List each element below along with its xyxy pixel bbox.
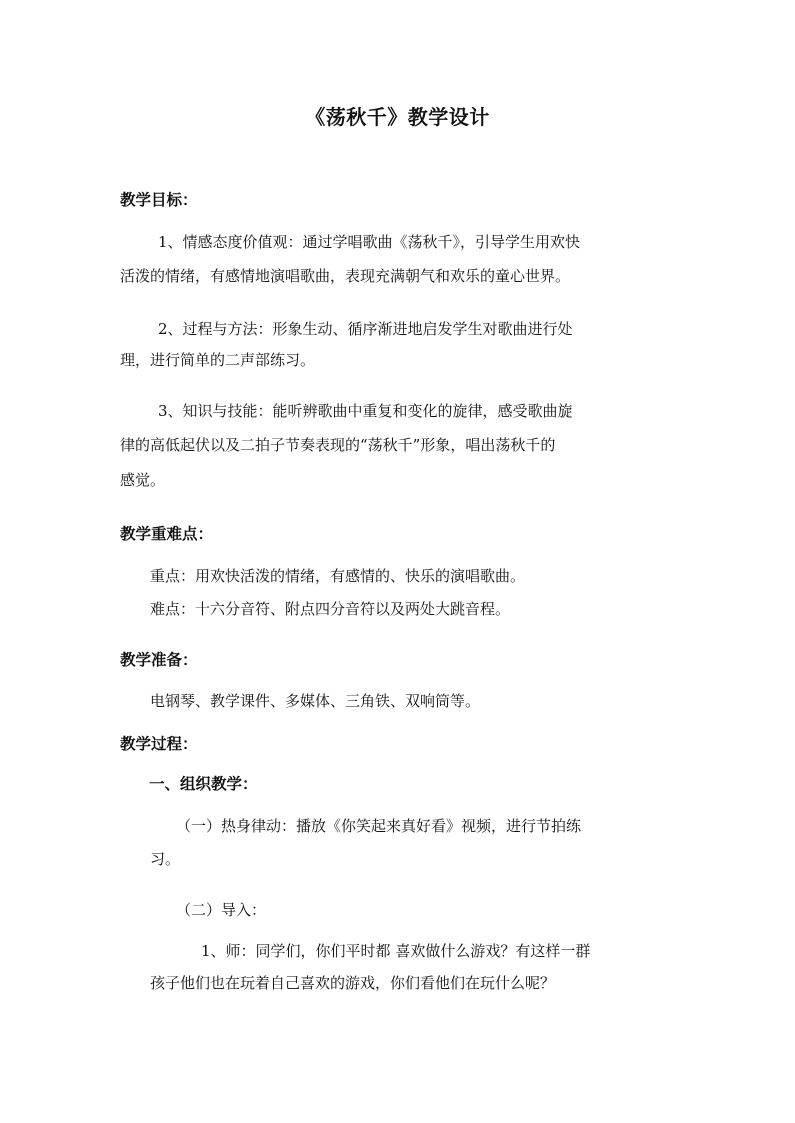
warmup-line-2: 习。 [150, 850, 181, 868]
preparation-content: 电钢琴、教学课件、多媒体、三角铁、双响筒等。 [150, 692, 481, 710]
objective-3-line-1: 3、知识与技能：能听辨歌曲中重复和变化的旋律，感受歌曲旋 [158, 402, 573, 420]
preparation-heading: 教学准备： [120, 651, 198, 669]
difficulty-point: 难点：十六分音符、附点四分音符以及两处大跳音程。 [150, 600, 511, 618]
objective-3-line-2: 律的高低起伏以及二拍子节奏表现的“荡秋千”形象，唱出荡秋千的 [120, 436, 556, 454]
objectives-heading: 教学目标： [120, 191, 198, 209]
objective-1-line-2: 活泼的情绪，有感情地演唱歌曲，表现充满朝气和欢乐的童心世界。 [120, 267, 571, 285]
intro-item-line-1: 1、师：同学们，你们平时都 喜欢做什么游戏？有这样一群 [201, 942, 591, 960]
intro-item-line-2: 孩子他们也在玩着自己喜欢的游戏，你们看他们在玩什么呢？ [150, 974, 556, 992]
warmup-line-1: （一）热身律动：播放《你笑起来真好看》视频，进行节拍练 [176, 817, 582, 835]
objective-2-line-1: 2、过程与方法：形象生动、循序渐进地启发学生对歌曲进行处 [158, 320, 573, 338]
objective-2-line-2: 理，进行简单的二声部练习。 [120, 351, 316, 369]
key-points-heading: 教学重难点： [120, 525, 214, 543]
objective-1-line-1: 1、情感态度价值观：通过学唱歌曲《荡秋千》，引导学生用欢快 [158, 233, 581, 251]
document-title: 《荡秋千》教学设计 [305, 105, 490, 129]
focus-point: 重点：用欢快活泼的情绪，有感情的、快乐的演唱歌曲。 [150, 567, 526, 585]
process-heading: 教学过程： [120, 735, 198, 753]
objective-3-line-3: 感觉。 [120, 471, 166, 489]
intro-heading: （二）导入： [176, 901, 267, 919]
step1-heading: 一、组织教学： [149, 775, 258, 793]
